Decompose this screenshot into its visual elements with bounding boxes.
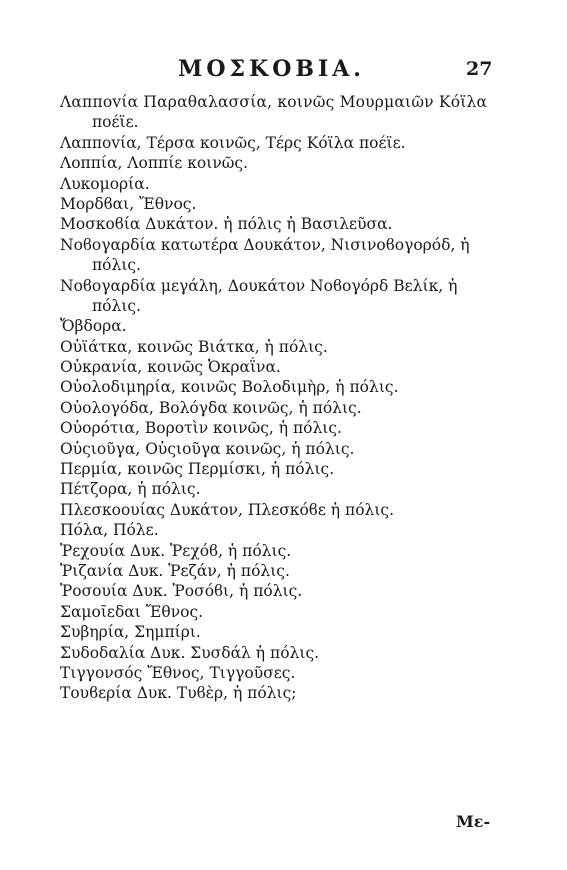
entry-line: Λυκομορία. [60,174,150,193]
entry-line: Πέτζορα, ἡ πόλις. [60,480,201,499]
entry-line: Μοσκοϐία Δυκάτον. ἡ πόλις ἡ Βασιλεῦσα. [60,215,393,234]
entry-line: Οὐολοδιμηρία, κοινῶς Βολοδιμὴρ, ἡ πόλις. [60,378,399,397]
entry-line: Λαπποvία, Τέρσα κοινῶς, Τέρς Κόϊλα ποέϊε. [60,133,406,152]
entry-line: Πλεσκοουίας Δυκάτον, Πλεσκόϐε ἡ πόλις. [60,500,395,519]
entry-line-continuation: πόλις. [92,296,142,315]
entry-line: Ῥιζανία Δυκ. Ῥεζάν, ἡ πόλις. [60,561,290,580]
entry-line: Ῥεχουία Δυκ. Ῥεχόϐ, ἡ πόλις. [60,541,292,560]
catchword: Με- [456,812,491,831]
entry-line: Ῥοσουία Δυκ. Ῥοσόϐι, ἡ πόλις. [60,582,303,601]
entry-line: Οὐορότια, Βοροτὶν κοινῶς, ἡ πόλις. [60,419,342,438]
page-number: 27 [466,58,493,80]
entry-line: Συδοδαλία Δυκ. Συσδάλ ἡ πόλις. [60,643,320,662]
page-header [0,56,567,86]
entry-line: Μορδϐαι, Ἔθνος. [60,194,197,213]
entry-line: Λοππία, Λοππίε κοινῶς. [60,154,248,173]
entry-line: Λαπποvία Παραθαλασσία, κοινῶς Μουρμαιῶν Κόϊλα [60,93,488,111]
entry-line-continuation: ποέϊε. [92,113,139,132]
entry-line: Συβηρία, Σημπίρι. [60,623,201,642]
entry-line: Νοϐογαρδία μεγάλη, Δουκάτον Νοϐογόρδ Βελίκ, ἡ [60,276,458,295]
gazetteer-entry-list [60,92,520,704]
entry-line: Οὐϊάτκα, κοινῶς Βιάτκα, ἡ πόλις. [60,337,328,356]
running-title: ΜΟΣΚΟΒΙΑ. [178,56,365,82]
entry-line: Πόλα, Πόλε. [60,521,159,540]
entry-line: Οὐςιοῦγα, Οὐςιοῦγα κοινῶς, ἡ πόλις. [60,439,355,458]
entry-line: Σαμοῖεδαι Ἔθνος. [60,602,204,621]
entry-line: Ὄβδορα. [60,317,127,336]
entry-line: Οὐκρανία, κοινῶς Ὀκραΐνα. [60,358,281,377]
entry-line: Περμία, κοινῶς Περμίσκι, ἡ πόλις. [60,460,335,479]
entry-line: Τιγγονσός Ἔθνος, Τιγγοῦσες. [60,663,296,682]
entry-line-continuation: πόλις. [92,256,142,275]
entry-line: Οὐολογόδα, Βολόγδα κοινῶς, ἡ πόλις. [60,398,362,417]
entry-line: Τουϐερία Δυκ. Τυϐὲρ, ἡ πόλις; [60,684,297,703]
entry-line: Νοϐογαρδία κατωτέρα Δουκάτον, Νισινοϐογορόδ, ἡ [60,235,470,254]
